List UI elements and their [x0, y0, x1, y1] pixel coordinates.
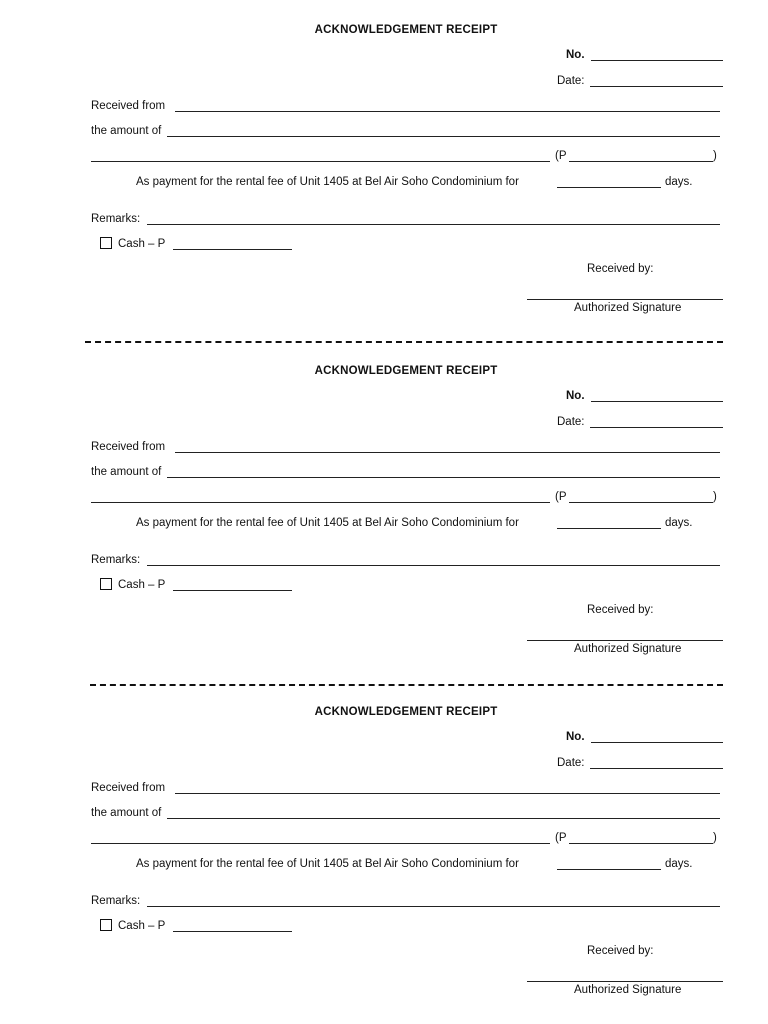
- cash-checkbox[interactable]: [100, 237, 112, 249]
- cash-label: Cash – P: [118, 920, 166, 932]
- remarks-field[interactable]: [147, 224, 720, 225]
- signature-line[interactable]: [527, 299, 723, 300]
- cash-label: Cash – P: [118, 579, 166, 591]
- received-by-label: Received by:: [587, 604, 654, 616]
- peso-amount-field[interactable]: [569, 161, 713, 162]
- days-field[interactable]: [557, 187, 661, 188]
- remarks-field[interactable]: [147, 906, 720, 907]
- amount-words-field[interactable]: [91, 161, 550, 162]
- signature-label: Authorized Signature: [574, 984, 682, 996]
- peso-open-label: (P: [555, 832, 567, 844]
- received-from-label: Received from: [91, 782, 166, 794]
- number-label: No.: [566, 49, 585, 61]
- receipt-2: [0, 341, 768, 681]
- payment-description: As payment for the rental fee of Unit 1405 at Bel Air Soho Condominium for: [136, 858, 519, 870]
- days-label: days.: [665, 176, 693, 188]
- date-label: Date:: [557, 757, 585, 769]
- signature-label: Authorized Signature: [574, 643, 682, 655]
- amount-field[interactable]: [167, 477, 720, 478]
- peso-amount-field[interactable]: [569, 843, 713, 844]
- receipt-1: [0, 0, 768, 340]
- date-label: Date:: [557, 75, 585, 87]
- peso-amount-field[interactable]: [569, 502, 713, 503]
- number-field[interactable]: [591, 742, 723, 743]
- receipt-title: ACKNOWLEDGEMENT RECEIPT: [314, 365, 498, 377]
- peso-close-label: ): [713, 150, 717, 162]
- received-from-field[interactable]: [175, 111, 720, 112]
- cash-checkbox[interactable]: [100, 578, 112, 590]
- payment-description: As payment for the rental fee of Unit 1405 at Bel Air Soho Condominium for: [136, 176, 519, 188]
- received-from-label: Received from: [91, 100, 166, 112]
- remarks-label: Remarks:: [91, 895, 141, 907]
- signature-line[interactable]: [527, 981, 723, 982]
- received-by-label: Received by:: [587, 945, 654, 957]
- number-field[interactable]: [591, 60, 723, 61]
- date-label: Date:: [557, 416, 585, 428]
- receipt-3: [0, 682, 768, 1022]
- amount-field[interactable]: [167, 818, 720, 819]
- received-by-label: Received by:: [587, 263, 654, 275]
- cash-amount-field[interactable]: [173, 249, 292, 250]
- days-label: days.: [665, 858, 693, 870]
- number-label: No.: [566, 731, 585, 743]
- received-from-label: Received from: [91, 441, 166, 453]
- receipt-title: ACKNOWLEDGEMENT RECEIPT: [314, 24, 498, 36]
- received-from-field[interactable]: [175, 452, 720, 453]
- payment-description: As payment for the rental fee of Unit 1405 at Bel Air Soho Condominium for: [136, 517, 519, 529]
- cash-amount-field[interactable]: [173, 590, 292, 591]
- amount-words-field[interactable]: [91, 843, 550, 844]
- date-field[interactable]: [590, 86, 723, 87]
- remarks-label: Remarks:: [91, 213, 141, 225]
- signature-label: Authorized Signature: [574, 302, 682, 314]
- number-field[interactable]: [591, 401, 723, 402]
- amount-label: the amount of: [91, 466, 162, 478]
- signature-line[interactable]: [527, 640, 723, 641]
- date-field[interactable]: [590, 427, 723, 428]
- peso-close-label: ): [713, 491, 717, 503]
- days-field[interactable]: [557, 869, 661, 870]
- peso-open-label: (P: [555, 150, 567, 162]
- amount-label: the amount of: [91, 125, 162, 137]
- number-label: No.: [566, 390, 585, 402]
- remarks-field[interactable]: [147, 565, 720, 566]
- days-field[interactable]: [557, 528, 661, 529]
- amount-label: the amount of: [91, 807, 162, 819]
- amount-field[interactable]: [167, 136, 720, 137]
- remarks-label: Remarks:: [91, 554, 141, 566]
- cash-amount-field[interactable]: [173, 931, 292, 932]
- date-field[interactable]: [590, 768, 723, 769]
- days-label: days.: [665, 517, 693, 529]
- amount-words-field[interactable]: [91, 502, 550, 503]
- peso-open-label: (P: [555, 491, 567, 503]
- cash-checkbox[interactable]: [100, 919, 112, 931]
- peso-close-label: ): [713, 832, 717, 844]
- received-from-field[interactable]: [175, 793, 720, 794]
- cash-label: Cash – P: [118, 238, 166, 250]
- receipt-title: ACKNOWLEDGEMENT RECEIPT: [314, 706, 498, 718]
